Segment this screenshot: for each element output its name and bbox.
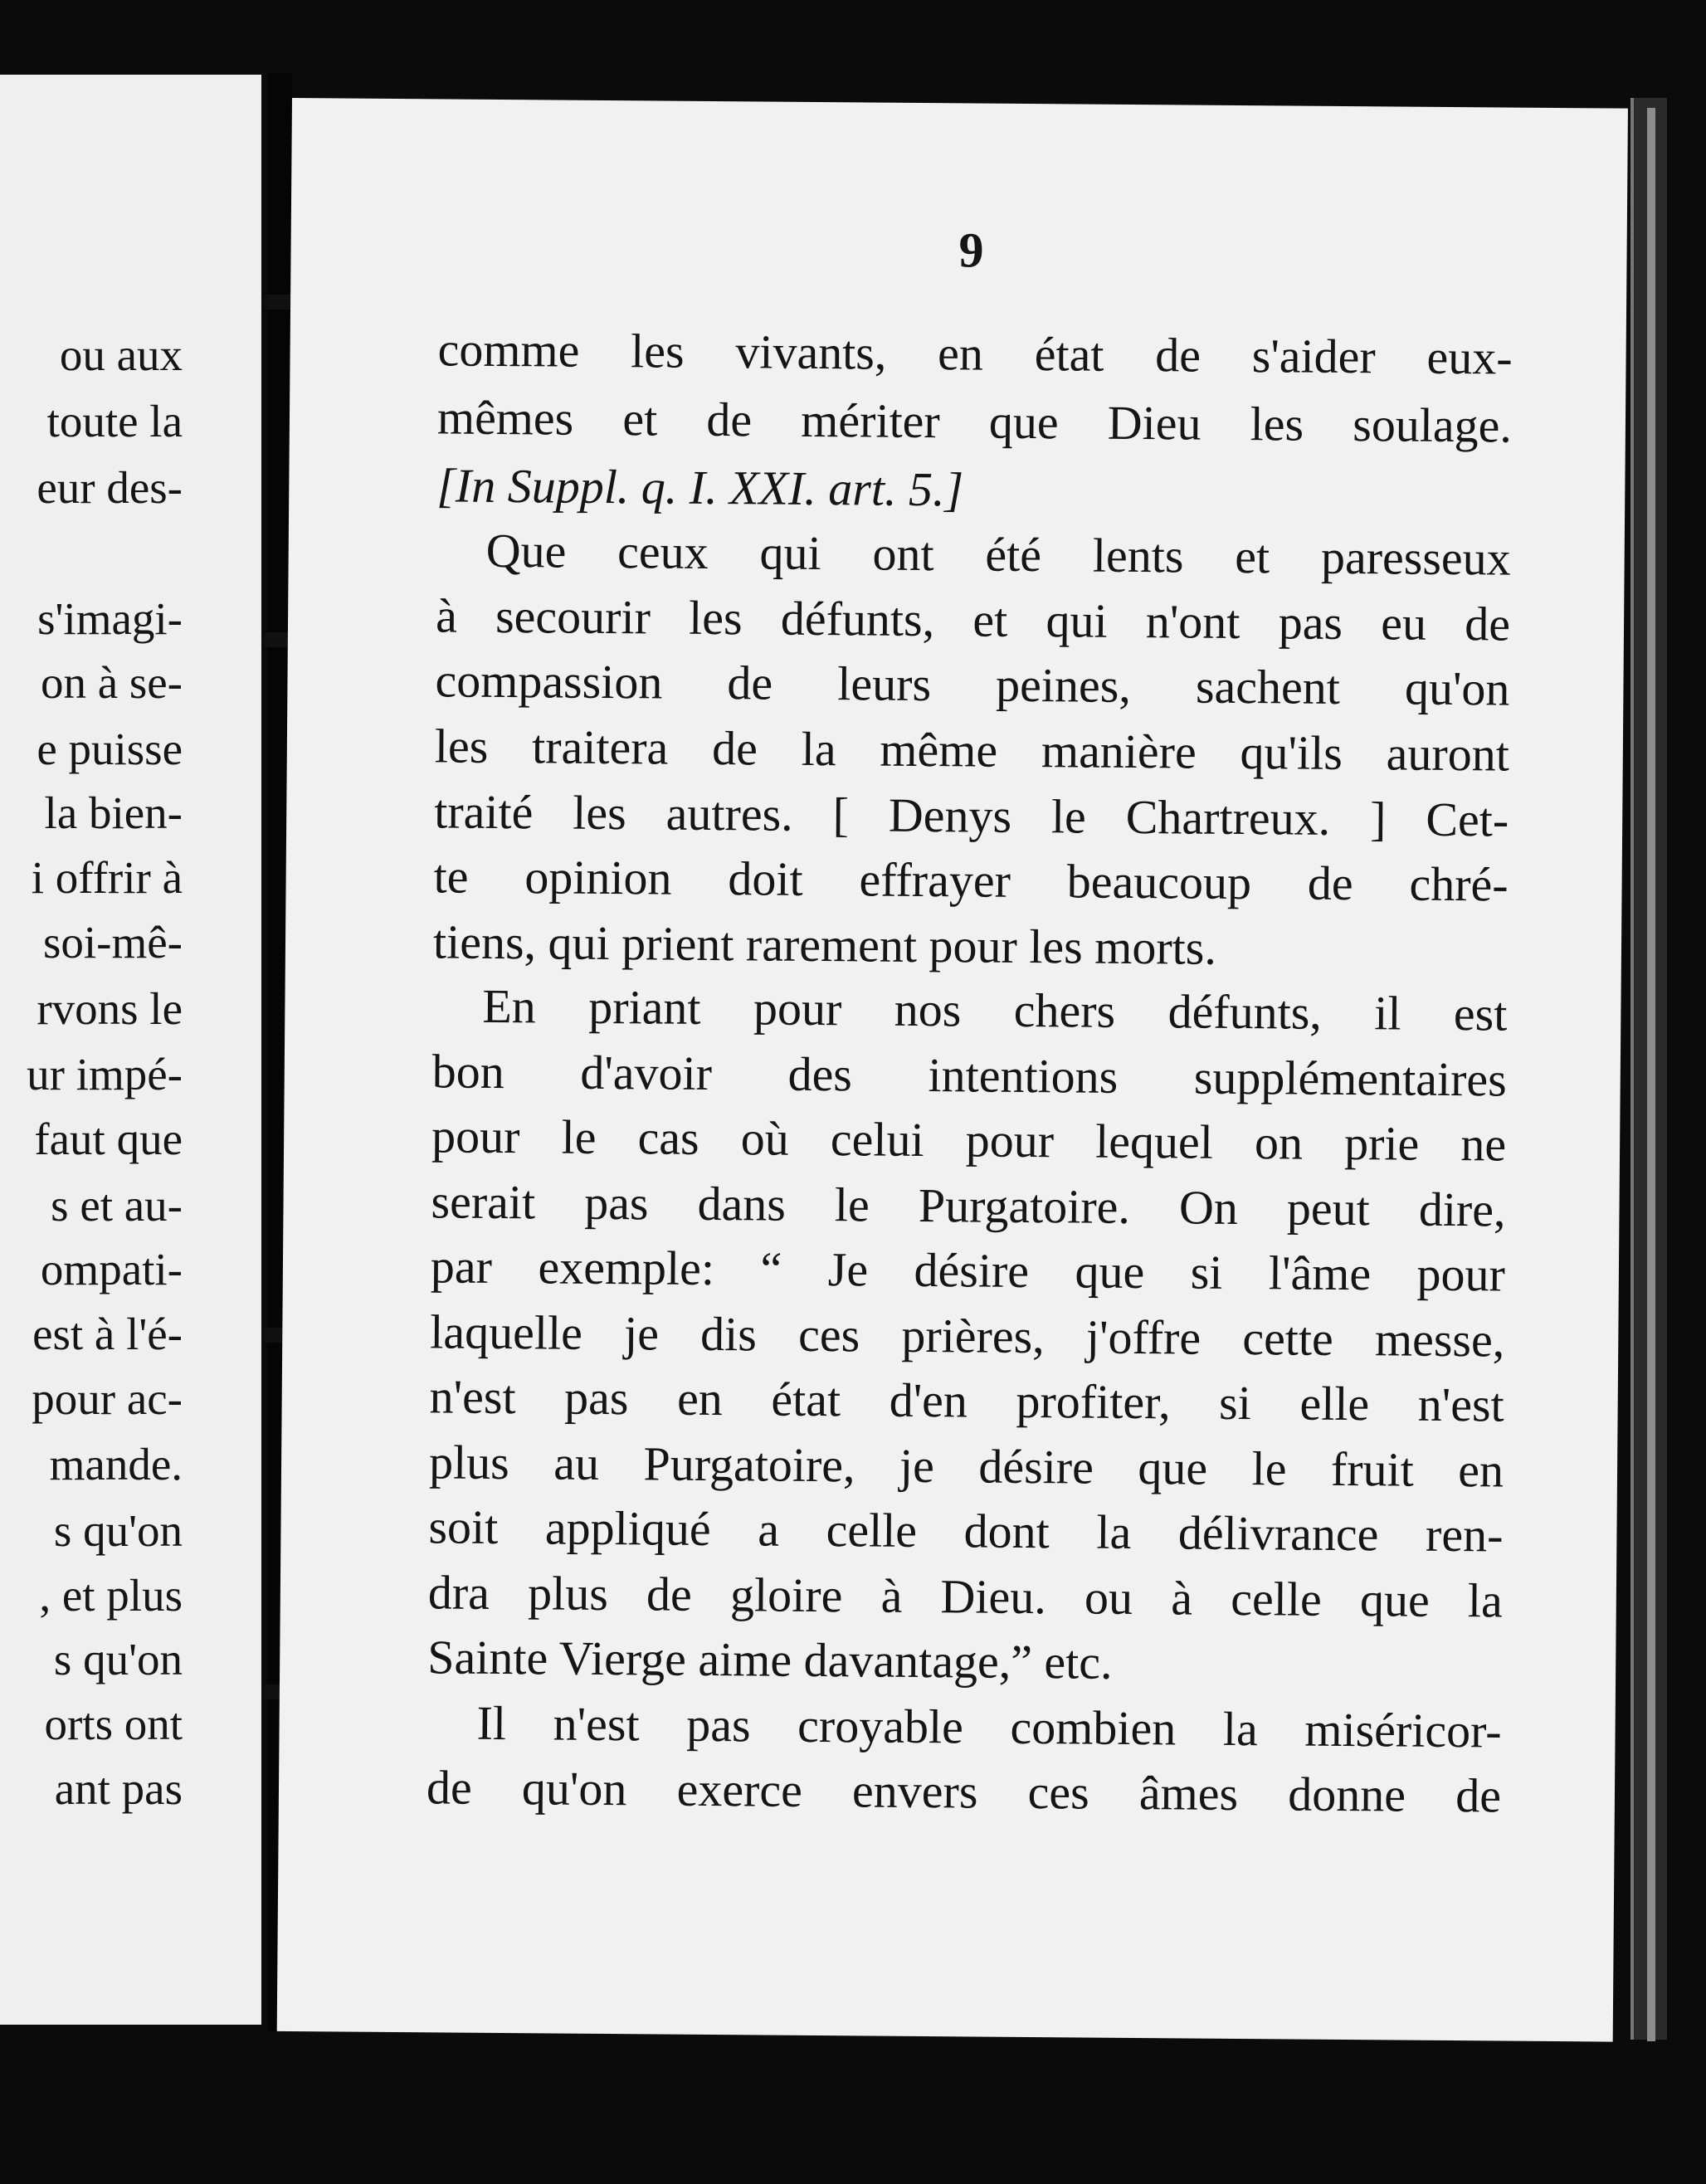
left-page-line: soi-mê- — [42, 917, 183, 968]
left-page-line: pour ac- — [32, 1373, 183, 1424]
left-page-line: s'imagi- — [37, 593, 183, 644]
left-page-line: e puisse — [37, 724, 183, 774]
text-line: tiens, qui prient rarement pour les morts. — [432, 914, 1217, 975]
right-page — [277, 98, 1628, 2042]
text-line: les traitera de la même manière qu'ils auront — [434, 719, 1510, 782]
left-page-line: s qu'on — [53, 1634, 183, 1684]
left-page — [0, 75, 261, 2025]
left-page-line: , et plus — [39, 1570, 183, 1621]
text-line: par exemple: “ Je désire que si l'âme pour — [430, 1239, 1506, 1302]
text-line: pour le cas où celui pour lequel on prie ne — [431, 1109, 1507, 1172]
text-line: n'est pas en état d'en profiter, si elle n'est — [429, 1369, 1504, 1432]
text-line: traité les autres. [ Denys le Chartreux. ] Cet- — [433, 784, 1509, 847]
left-page-line: faut que — [34, 1114, 183, 1164]
text-line: laquelle je dis ces prières, j'offre cette messe, — [430, 1304, 1505, 1367]
left-page-line: rvons le — [37, 983, 183, 1034]
left-page-line: s qu'on — [53, 1505, 183, 1556]
left-page-line: ur impé- — [27, 1049, 183, 1099]
left-page-line: orts ont — [44, 1699, 183, 1749]
text-line: dra plus de gloire à Dieu. ou à celle que la — [427, 1565, 1504, 1628]
text-line: [In Suppl. q. I. XXI. art. 5.] — [436, 458, 964, 517]
page-text — [426, 99, 1514, 1823]
left-page-line: ou aux — [59, 329, 183, 380]
page-number: 9 — [958, 222, 984, 278]
left-page-line: la bien- — [44, 787, 183, 838]
text-line: soit appliqué a celle dont la délivrance ren- — [428, 1499, 1504, 1562]
text-line: à secourir les défunts, et qui n'ont pas eu de — [435, 588, 1511, 651]
text-line: comme les vivants, en état de s'aider eux- — [437, 322, 1513, 385]
text-line: mêmes et de mériter que Dieu les soulage. — [436, 390, 1513, 453]
left-page-line: ompati- — [40, 1244, 183, 1294]
left-page-line: mande. — [49, 1439, 183, 1489]
text-line: Que ceux qui ont été lents et paresseux — [485, 523, 1511, 586]
text-line: plus au Purgatoire, je désire que le fruit en — [428, 1435, 1504, 1498]
left-page-line: est à l'é- — [32, 1309, 183, 1359]
left-page-line: s et au- — [51, 1180, 183, 1231]
left-page-line: on à se- — [40, 657, 183, 708]
text-line: En priant pour nos chers défunts, il est — [482, 978, 1508, 1041]
left-page-line: toute la — [46, 396, 183, 446]
left-page-line: ant pas — [54, 1763, 183, 1814]
left-page-line: eur des- — [37, 462, 183, 513]
page-edge-highlight — [1647, 108, 1655, 2041]
text-line: bon d'avoir des intentions supplémentaires — [431, 1044, 1508, 1107]
text-line: serait pas dans le Purgatoire. On peut dire, — [431, 1174, 1506, 1237]
text-line: Il n'est pas croyable combien la miséricor- — [476, 1695, 1502, 1758]
text-line: de qu'on exerce envers ces âmes donne de — [426, 1760, 1502, 1823]
text-line: compassion de leurs peines, sachent qu'on — [435, 653, 1510, 716]
text-line: Sainte Vierge aime davantage,” etc. — [426, 1630, 1113, 1689]
text-line: te opinion doit effrayer beaucoup de chré- — [433, 849, 1509, 912]
left-page-line: i offrir à — [31, 852, 183, 903]
